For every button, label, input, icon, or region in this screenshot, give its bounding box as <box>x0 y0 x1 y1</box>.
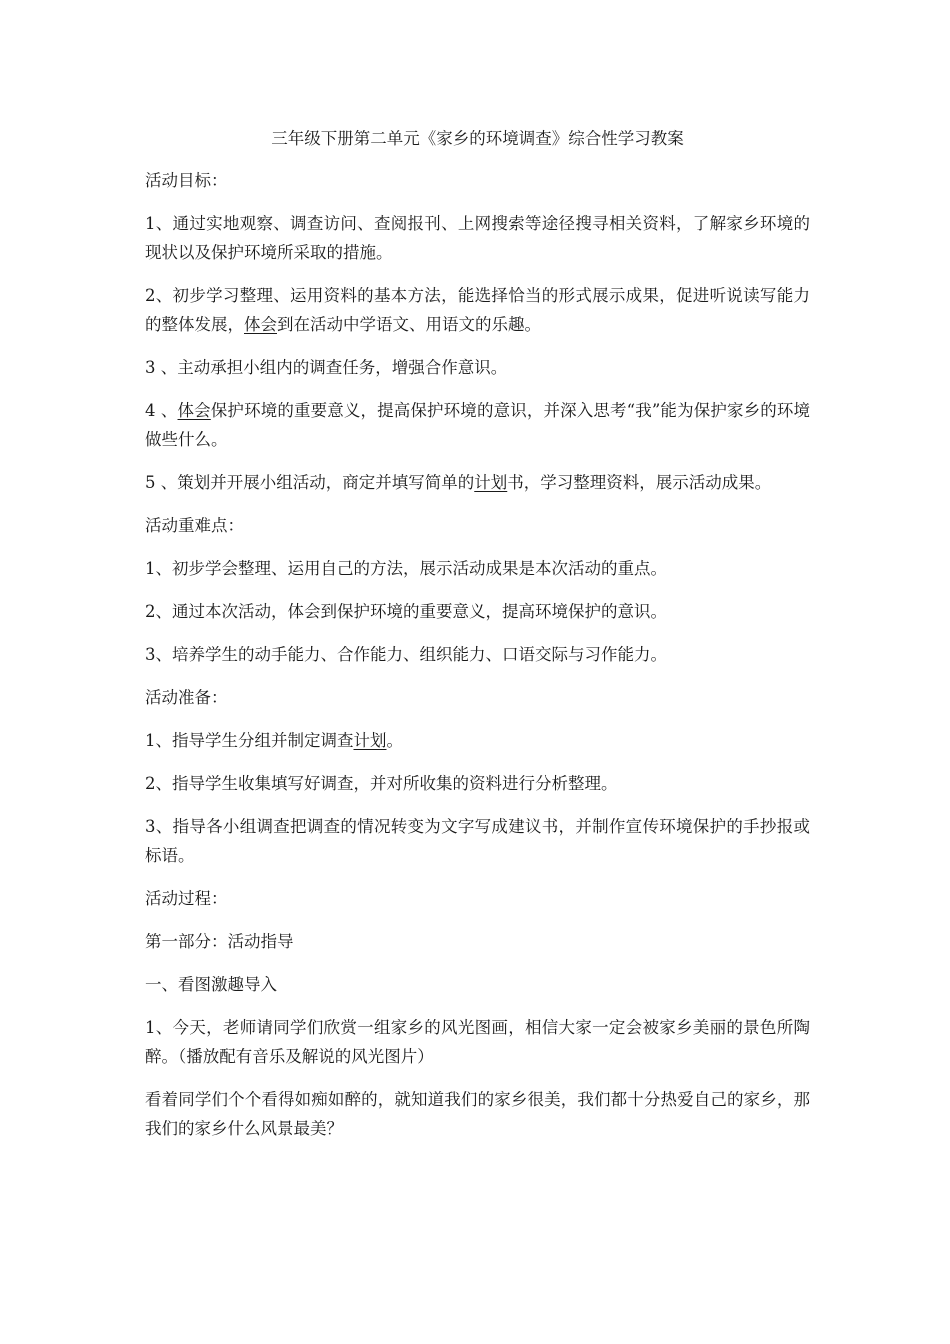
goal-5-text-a: 5 、策划并开展小组活动，商定并填写简单的 <box>145 473 475 492</box>
key-heading: 活动重难点： <box>145 516 244 535</box>
goal-2-text-b: 到在活动中学语文、用语文的乐趣。 <box>277 315 541 334</box>
goal-2 <box>145 281 810 339</box>
goal-2-text-a: 2、初步学习整理、运用资料的基本方法，能选择恰当的形式展示成果，促进听说读写能力的整体发展， <box>145 286 810 334</box>
process-heading: 活动过程： <box>145 889 228 908</box>
goals-heading: 活动目标： <box>145 171 228 190</box>
step-1-paragraph-1: 1、今天，老师请同学们欣赏一组家乡的风光图画，相信大家一定会被家乡美丽的景色所陶醉。（播放配有音乐及解说的风光图片） <box>145 1018 810 1066</box>
document-title: 三年级下册第二单元《家乡的环境调查》综合性学习教案 <box>271 129 684 148</box>
prep-1-text-a: 1、指导学生分组并制定调查 <box>145 731 354 750</box>
goal-5-text-b: 书，学习整理资料，展示活动成果。 <box>507 473 772 492</box>
goal-3: 3 、主动承担小组内的调查任务，增强合作意识。 <box>145 358 508 377</box>
goal-4-underlined: 体会 <box>177 401 211 420</box>
goal-5 <box>145 468 810 497</box>
goal-4-text-b: 保护环境的重要意义，提高保护环境的意识，并深入思考“我”能为保护家乡的环境做些什么。 <box>145 401 811 449</box>
prep-1 <box>145 726 810 755</box>
goal-2-underlined: 体会 <box>244 315 277 334</box>
step-1-heading: 一、看图激趣导入 <box>145 975 277 994</box>
goal-5-underlined: 计划 <box>474 473 508 492</box>
prep-3: 3、指导各小组调查把调查的情况转变为文字写成建议书，并制作宣传环境保护的手抄报或标语。 <box>145 817 810 865</box>
key-3: 3、培养学生的动手能力、合作能力、组织能力、口语交际与习作能力。 <box>145 645 667 664</box>
key-2: 2、通过本次活动，体会到保护环境的重要意义，提高环境保护的意识。 <box>145 602 667 621</box>
prep-heading: 活动准备： <box>145 688 228 707</box>
key-1: 1、初步学会整理、运用自己的方法，展示活动成果是本次活动的重点。 <box>145 559 667 578</box>
prep-2: 2、指导学生收集填写好调查，并对所收集的资料进行分析整理。 <box>145 774 618 793</box>
part-1-heading: 第一部分：活动指导 <box>145 932 294 951</box>
prep-1-text-b: 。 <box>386 731 403 750</box>
step-1-paragraph-2: 看着同学们个个看得如痴如醉的，就知道我们的家乡很美，我们都十分热爱自己的家乡，那我们的家乡什么风景最美？ <box>145 1090 810 1138</box>
goal-4 <box>145 396 810 454</box>
goal-1: 1、通过实地观察、调查访问、查阅报刊、上网搜索等途径搜寻相关资料，了解家乡环境的现状以及保护环境所采取的措施。 <box>145 214 810 262</box>
prep-1-underlined: 计划 <box>353 731 387 750</box>
document-body <box>145 124 810 1157</box>
goal-4-text-a: 4 、 <box>145 401 178 420</box>
